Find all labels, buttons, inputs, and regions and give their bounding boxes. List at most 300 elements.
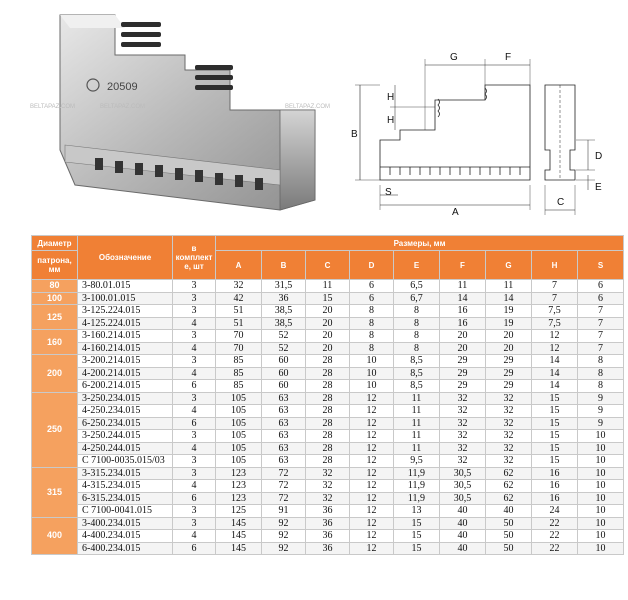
size-cell: 8,5: [394, 380, 440, 393]
set-count-cell: 4: [173, 442, 216, 455]
dim-label-h: H: [387, 92, 395, 103]
size-cell: 12: [350, 405, 394, 418]
table-row: [32, 467, 624, 480]
dim-label-h2: H: [387, 115, 395, 126]
size-cell: 145: [216, 530, 262, 543]
table-row: [32, 317, 624, 330]
size-cell: 105: [216, 405, 262, 418]
set-count-cell: 3: [173, 467, 216, 480]
size-cell: 20: [306, 330, 350, 343]
size-cell: 8: [350, 317, 394, 330]
size-cell: 36: [306, 517, 350, 530]
size-cell: 7: [532, 292, 578, 305]
size-cell: 9: [578, 405, 624, 418]
table-row: [32, 292, 624, 305]
designation-cell: 3-315.234.015: [78, 467, 173, 480]
size-cell: 29: [486, 367, 532, 380]
size-cell: 38,5: [262, 305, 306, 318]
size-cell: 11: [394, 392, 440, 405]
table-row: [32, 517, 624, 530]
size-cell: 20: [440, 330, 486, 343]
designation-cell: 6-315.234.015: [78, 492, 173, 505]
size-cell: 63: [262, 405, 306, 418]
size-cell: 92: [262, 542, 306, 555]
designation-cell: 4-160.214.015: [78, 342, 173, 355]
size-cell: 8: [394, 342, 440, 355]
size-cell: 12: [532, 330, 578, 343]
designation-cell: 4-400.234.015: [78, 530, 173, 543]
size-cell: 40: [440, 530, 486, 543]
size-cell: 11,9: [394, 492, 440, 505]
size-cell: 15: [394, 530, 440, 543]
size-cell: 36: [306, 530, 350, 543]
size-cell: 30,5: [440, 480, 486, 493]
size-cell: 24: [532, 505, 578, 518]
designation-cell: 3-400.234.015: [78, 517, 173, 530]
size-cell: 6: [578, 280, 624, 293]
col-designation-header: Обозначение: [78, 236, 173, 280]
table-row: [32, 480, 624, 493]
table-row: [32, 367, 624, 380]
diameter-cell: 125: [32, 305, 78, 330]
designation-cell: 3-250.244.015: [78, 430, 173, 443]
size-cell: 32: [486, 455, 532, 468]
size-cell: 15: [394, 517, 440, 530]
size-cell: 8,5: [394, 367, 440, 380]
size-cell: 36: [262, 292, 306, 305]
designation-cell: 4-250.244.015: [78, 442, 173, 455]
size-cell: 10: [578, 505, 624, 518]
size-cell: 14: [532, 380, 578, 393]
size-cell: 85: [216, 367, 262, 380]
size-cell: 70: [216, 330, 262, 343]
size-cell: 11,9: [394, 480, 440, 493]
designation-cell: 3-200.214.015: [78, 355, 173, 368]
size-cell: 63: [262, 430, 306, 443]
table-row: [32, 342, 624, 355]
size-cell: 145: [216, 517, 262, 530]
size-cell: 62: [486, 492, 532, 505]
size-cell: 32: [306, 467, 350, 480]
size-cell: 8: [350, 305, 394, 318]
watermark: BELTAPAZ.COM: [30, 104, 76, 110]
size-cell: 11: [394, 405, 440, 418]
set-count-cell: 3: [173, 517, 216, 530]
watermark: BELTAPAZ.COM: [285, 104, 331, 110]
designation-cell: 3-125.224.015: [78, 305, 173, 318]
diameter-cell: 315: [32, 467, 78, 517]
size-cell: 12: [350, 442, 394, 455]
size-cell: 32: [440, 417, 486, 430]
size-cell: 105: [216, 455, 262, 468]
size-cell: 12: [350, 430, 394, 443]
size-cell: 16: [440, 305, 486, 318]
table-row: [32, 542, 624, 555]
size-cell: 36: [306, 542, 350, 555]
size-cell: 38,5: [262, 317, 306, 330]
size-cell: 10: [578, 530, 624, 543]
size-cell: 6: [350, 292, 394, 305]
size-cell: 40: [486, 505, 532, 518]
size-cell: 52: [262, 330, 306, 343]
designation-cell: 4-125.224.015: [78, 317, 173, 330]
size-cell: 8: [578, 380, 624, 393]
size-cell: 14: [440, 292, 486, 305]
size-cell: 10: [350, 380, 394, 393]
size-cell: 72: [262, 467, 306, 480]
size-cell: 40: [440, 542, 486, 555]
size-cell: 28: [306, 417, 350, 430]
watermark: BELTAPAZ.COM: [100, 104, 146, 110]
jaw-marking: 20509: [107, 81, 138, 93]
dim-label-f: F: [505, 52, 512, 63]
size-cell: 12: [350, 467, 394, 480]
size-cell: 8: [394, 305, 440, 318]
size-cell: 105: [216, 392, 262, 405]
table-row: [32, 505, 624, 518]
size-cell: 123: [216, 467, 262, 480]
size-cell: 10: [578, 542, 624, 555]
size-cell: 92: [262, 530, 306, 543]
size-cell: 40: [440, 505, 486, 518]
size-cell: 28: [306, 455, 350, 468]
size-cell: 63: [262, 442, 306, 455]
size-cell: 15: [394, 542, 440, 555]
size-cell: 63: [262, 392, 306, 405]
size-cell: 32: [440, 405, 486, 418]
set-count-cell: 3: [173, 305, 216, 318]
designation-cell: С 7100-0041.015: [78, 505, 173, 518]
size-cell: 13: [394, 505, 440, 518]
size-cell: 14: [532, 367, 578, 380]
size-cell: 7: [578, 342, 624, 355]
table-row: [32, 392, 624, 405]
size-cell: 11: [440, 280, 486, 293]
size-cell: 62: [486, 480, 532, 493]
col-set-header: в комплект е, шт: [173, 236, 216, 280]
size-cell: 6: [350, 280, 394, 293]
set-count-cell: 3: [173, 292, 216, 305]
set-count-cell: 3: [173, 455, 216, 468]
jaw-photo: [30, 10, 331, 215]
size-cell: 10: [578, 467, 624, 480]
spec-table-body: [32, 280, 624, 555]
size-cell: 50: [486, 542, 532, 555]
size-cell: 28: [306, 442, 350, 455]
set-count-cell: 3: [173, 430, 216, 443]
size-cell: 91: [262, 505, 306, 518]
size-cell: 12: [350, 492, 394, 505]
size-cell: 28: [306, 380, 350, 393]
table-row: [32, 355, 624, 368]
size-cell: 28: [306, 405, 350, 418]
size-cell: 10: [578, 430, 624, 443]
size-cell: 32: [486, 405, 532, 418]
size-cell: 28: [306, 355, 350, 368]
size-cell: 9,5: [394, 455, 440, 468]
table-row: [32, 530, 624, 543]
set-count-cell: 4: [173, 367, 216, 380]
designation-cell: С 7100-0035.015/03: [78, 455, 173, 468]
diameter-cell: 160: [32, 330, 78, 355]
designation-cell: 3-100.01.015: [78, 292, 173, 305]
size-cell: 12: [350, 530, 394, 543]
size-cell: 19: [486, 317, 532, 330]
size-cell: 12: [350, 505, 394, 518]
dim-label-b: B: [351, 129, 358, 140]
size-cell: 19: [486, 305, 532, 318]
size-cell: 16: [532, 492, 578, 505]
table-row: [32, 405, 624, 418]
set-count-cell: 4: [173, 317, 216, 330]
size-cell: 28: [306, 392, 350, 405]
set-count-cell: 4: [173, 342, 216, 355]
size-cell: 12: [350, 517, 394, 530]
size-cell: 16: [532, 467, 578, 480]
size-cell: 6,5: [394, 280, 440, 293]
size-cell: 32: [486, 392, 532, 405]
size-cell: 8: [394, 317, 440, 330]
size-cell: 105: [216, 417, 262, 430]
size-cell: 20: [306, 317, 350, 330]
size-cell: 11: [306, 280, 350, 293]
size-cell: 28: [306, 367, 350, 380]
diameter-cell: 80: [32, 280, 78, 293]
size-cell: 8: [350, 330, 394, 343]
table-row: [32, 442, 624, 455]
size-cell: 28: [306, 430, 350, 443]
set-count-cell: 3: [173, 330, 216, 343]
size-cell: 10: [578, 442, 624, 455]
size-cell: 8: [350, 342, 394, 355]
size-cell: 29: [440, 355, 486, 368]
size-cell: 8: [578, 367, 624, 380]
size-cell: 29: [486, 355, 532, 368]
size-cell: 10: [350, 355, 394, 368]
designation-cell: 6-250.234.015: [78, 417, 173, 430]
table-row: [32, 492, 624, 505]
diameter-cell: 200: [32, 355, 78, 393]
size-cell: 105: [216, 442, 262, 455]
size-cell: 32: [486, 417, 532, 430]
diameter-cell: 400: [32, 517, 78, 555]
size-cell: 50: [486, 517, 532, 530]
size-cell: 70: [216, 342, 262, 355]
size-cell: 22: [532, 517, 578, 530]
size-cell: 6,7: [394, 292, 440, 305]
size-cell: 15: [532, 455, 578, 468]
size-cell: 20: [486, 330, 532, 343]
size-cell: 10: [578, 455, 624, 468]
dim-label-g: G: [450, 52, 458, 63]
designation-cell: 3-80.01.015: [78, 280, 173, 293]
size-cell: 15: [306, 292, 350, 305]
size-cell: 123: [216, 492, 262, 505]
size-cell: 11: [394, 430, 440, 443]
size-cell: 7: [578, 317, 624, 330]
set-count-cell: 3: [173, 392, 216, 405]
col-b-header: B: [262, 251, 306, 280]
size-cell: 32: [306, 480, 350, 493]
dim-label-a: A: [452, 207, 459, 218]
size-cell: 29: [440, 380, 486, 393]
size-cell: 8: [394, 330, 440, 343]
size-cell: 11: [394, 417, 440, 430]
table-row: [32, 455, 624, 468]
size-cell: 62: [486, 467, 532, 480]
size-cell: 72: [262, 480, 306, 493]
set-count-cell: 3: [173, 505, 216, 518]
set-count-cell: 3: [173, 280, 216, 293]
size-cell: 72: [262, 492, 306, 505]
size-cell: 52: [262, 342, 306, 355]
size-cell: 10: [578, 517, 624, 530]
size-cell: 9: [578, 417, 624, 430]
designation-cell: 4-200.214.015: [78, 367, 173, 380]
size-cell: 32: [486, 430, 532, 443]
col-a-header: A: [216, 251, 262, 280]
size-cell: 8: [578, 355, 624, 368]
size-cell: 40: [440, 517, 486, 530]
size-cell: 7,5: [532, 305, 578, 318]
size-cell: 20: [306, 342, 350, 355]
size-cell: 7: [532, 280, 578, 293]
col-diameter-sub-header: патрона, мм: [32, 251, 78, 280]
col-c-header: C: [306, 251, 350, 280]
size-cell: 9: [578, 392, 624, 405]
size-cell: 11: [486, 280, 532, 293]
size-cell: 12: [350, 392, 394, 405]
col-h-header: H: [532, 251, 578, 280]
size-cell: 15: [532, 417, 578, 430]
table-row: [32, 380, 624, 393]
size-cell: 32: [486, 442, 532, 455]
set-count-cell: 6: [173, 542, 216, 555]
dim-label-s: S: [385, 187, 392, 198]
table-row: [32, 330, 624, 343]
size-cell: 16: [440, 317, 486, 330]
size-cell: 20: [306, 305, 350, 318]
size-cell: 15: [532, 442, 578, 455]
size-cell: 60: [262, 355, 306, 368]
set-count-cell: 6: [173, 417, 216, 430]
col-e-header: E: [394, 251, 440, 280]
size-cell: 30,5: [440, 467, 486, 480]
size-cell: 85: [216, 380, 262, 393]
dim-label-c: C: [557, 197, 565, 208]
size-cell: 60: [262, 367, 306, 380]
table-row: [32, 430, 624, 443]
size-cell: 29: [486, 380, 532, 393]
size-cell: 12: [350, 455, 394, 468]
size-cell: 50: [486, 530, 532, 543]
size-cell: 123: [216, 480, 262, 493]
designation-cell: 3-250.234.015: [78, 392, 173, 405]
size-cell: 60: [262, 380, 306, 393]
size-cell: 32: [440, 392, 486, 405]
set-count-cell: 3: [173, 355, 216, 368]
size-cell: 30,5: [440, 492, 486, 505]
set-count-cell: 4: [173, 530, 216, 543]
size-cell: 7: [578, 330, 624, 343]
col-sizes-header: Размеры, мм: [216, 236, 624, 251]
size-cell: 32: [440, 455, 486, 468]
size-cell: 22: [532, 530, 578, 543]
size-cell: 11,9: [394, 467, 440, 480]
set-count-cell: 6: [173, 492, 216, 505]
size-cell: 32: [306, 492, 350, 505]
designation-cell: 4-250.234.015: [78, 405, 173, 418]
size-cell: 10: [350, 367, 394, 380]
size-cell: 15: [532, 430, 578, 443]
set-count-cell: 6: [173, 380, 216, 393]
size-cell: 12: [350, 542, 394, 555]
size-cell: 145: [216, 542, 262, 555]
table-row: [32, 417, 624, 430]
size-cell: 14: [486, 292, 532, 305]
size-cell: 31,5: [262, 280, 306, 293]
designation-cell: 6-400.234.015: [78, 542, 173, 555]
col-f-header: F: [440, 251, 486, 280]
designation-cell: 3-160.214.015: [78, 330, 173, 343]
dim-label-d: D: [595, 151, 603, 162]
size-cell: 105: [216, 430, 262, 443]
dimension-drawing: [350, 45, 620, 225]
size-cell: 32: [216, 280, 262, 293]
size-cell: 7,5: [532, 317, 578, 330]
size-cell: 15: [532, 392, 578, 405]
dim-label-e: E: [595, 182, 602, 193]
size-cell: 7: [578, 305, 624, 318]
col-diameter-header: Диаметр: [32, 236, 78, 251]
size-cell: 14: [532, 355, 578, 368]
designation-cell: 4-315.234.015: [78, 480, 173, 493]
size-cell: 16: [532, 480, 578, 493]
col-s-header: S: [578, 251, 624, 280]
col-g-header: G: [486, 251, 532, 280]
diameter-cell: 250: [32, 392, 78, 467]
size-cell: 6: [578, 292, 624, 305]
set-count-cell: 4: [173, 405, 216, 418]
size-cell: 32: [440, 442, 486, 455]
size-cell: 51: [216, 317, 262, 330]
size-cell: 12: [350, 480, 394, 493]
size-cell: 125: [216, 505, 262, 518]
size-cell: 20: [486, 342, 532, 355]
size-cell: 10: [578, 492, 624, 505]
size-cell: 12: [350, 417, 394, 430]
table-row: [32, 280, 624, 293]
size-cell: 85: [216, 355, 262, 368]
designation-cell: 6-200.214.015: [78, 380, 173, 393]
size-cell: 92: [262, 517, 306, 530]
table-row: [32, 305, 624, 318]
size-cell: 63: [262, 417, 306, 430]
size-cell: 20: [440, 342, 486, 355]
set-count-cell: 4: [173, 480, 216, 493]
size-cell: 11: [394, 442, 440, 455]
size-cell: 22: [532, 542, 578, 555]
size-cell: 32: [440, 430, 486, 443]
size-cell: 12: [532, 342, 578, 355]
size-cell: 51: [216, 305, 262, 318]
col-d-header: D: [350, 251, 394, 280]
diameter-cell: 100: [32, 292, 78, 305]
size-cell: 8,5: [394, 355, 440, 368]
spec-table: [31, 235, 624, 555]
size-cell: 29: [440, 367, 486, 380]
size-cell: 42: [216, 292, 262, 305]
